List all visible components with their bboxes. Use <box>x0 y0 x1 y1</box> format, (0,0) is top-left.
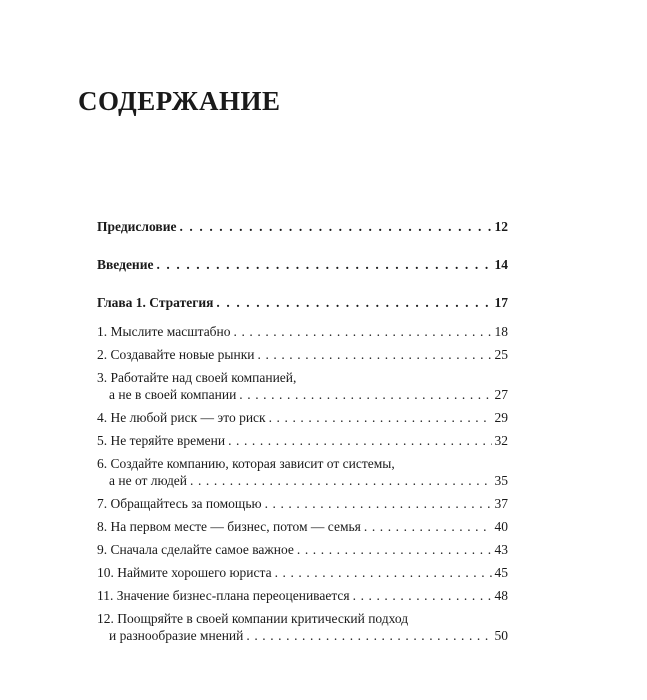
toc-page-number: 14 <box>494 257 508 272</box>
toc-page-number: 18 <box>494 324 508 339</box>
toc-item-title: 4. Не любой риск — это риск <box>97 410 266 425</box>
toc-item-line <box>97 495 508 512</box>
toc-page-number: 32 <box>494 433 508 448</box>
toc-item-title: 7. Обращайтесь за помощью <box>97 496 262 511</box>
toc-chapter[interactable] <box>97 294 508 311</box>
toc-item-title: 12. Поощряйте в своей компании критический подход <box>97 611 409 626</box>
toc-item-title: 8. На первом месте — бизнес, потом — семья <box>97 519 361 534</box>
dot-leader <box>353 587 492 604</box>
toc-item-line <box>97 564 508 581</box>
toc-item-line <box>97 323 508 340</box>
dot-leader <box>297 541 492 558</box>
toc-page-number: 35 <box>494 473 508 488</box>
toc-item-list <box>97 323 508 650</box>
toc-item-line <box>97 518 508 535</box>
dot-leader <box>239 386 491 403</box>
toc-page-number: 17 <box>494 295 508 310</box>
toc-item-title-continued: и разнообразие мнений <box>109 628 244 643</box>
dot-leader <box>246 627 491 644</box>
toc-item-line <box>97 472 508 489</box>
toc-page-number: 27 <box>494 387 508 402</box>
toc-item[interactable] <box>97 432 508 449</box>
dot-leader <box>234 323 492 340</box>
toc-item-title: 11. Значение бизнес-плана переоценивается <box>97 588 350 603</box>
toc-page-number: 45 <box>494 565 508 580</box>
toc-item-title-continued: а не в своей компании <box>109 387 237 402</box>
toc-item-title: 5. Не теряйте времени <box>97 433 226 448</box>
toc-item[interactable] <box>97 409 508 426</box>
toc-section[interactable] <box>97 256 508 273</box>
toc-item-title: 6. Создайте компанию, которая зависит от системы, <box>97 456 395 471</box>
toc-item[interactable] <box>97 587 508 604</box>
toc-chapter-title: Глава 1. Стратегия <box>97 295 214 310</box>
toc-page-number: 40 <box>494 519 508 534</box>
toc-page-number: 25 <box>494 347 508 362</box>
toc-page-number: 48 <box>494 588 508 603</box>
dot-leader <box>156 256 491 273</box>
toc-page-number: 50 <box>494 628 508 643</box>
toc-page-number: 12 <box>494 219 508 234</box>
toc-item-title: 2. Создавайте новые рынки <box>97 347 255 362</box>
toc-item-line <box>97 346 508 363</box>
toc-item[interactable] <box>97 610 508 644</box>
toc-item[interactable] <box>97 323 508 340</box>
toc-item[interactable] <box>97 541 508 558</box>
toc-section-title: Предисловие <box>97 219 177 234</box>
toc-item-line <box>97 610 508 627</box>
page-title: СОДЕРЖАНИЕ <box>78 86 281 116</box>
toc-section[interactable] <box>97 218 508 235</box>
toc-item-title: 1. Мыслите масштабно <box>97 324 231 339</box>
dot-leader <box>179 218 491 235</box>
toc-page-number: 43 <box>494 542 508 557</box>
toc-item-line <box>97 587 508 604</box>
toc-item-line <box>97 409 508 426</box>
toc-item-line <box>97 455 508 472</box>
dot-leader <box>258 346 492 363</box>
toc-section-title: Введение <box>97 257 154 272</box>
toc-item-line <box>97 386 508 403</box>
toc-item[interactable] <box>97 564 508 581</box>
toc-page-number: 37 <box>494 496 508 511</box>
toc-item-title: 10. Наймите хорошего юриста <box>97 565 272 580</box>
toc-item-title-continued: а не от людей <box>109 473 188 488</box>
dot-leader <box>190 472 491 489</box>
dot-leader <box>275 564 492 581</box>
dot-leader <box>228 432 491 449</box>
toc-item-line <box>97 541 508 558</box>
dot-leader <box>269 409 492 426</box>
toc-item-title: 3. Работайте над своей компанией, <box>97 370 297 385</box>
toc-item[interactable] <box>97 518 508 535</box>
toc-item-line <box>97 432 508 449</box>
toc-page-number: 29 <box>494 410 508 425</box>
dot-leader <box>216 294 491 311</box>
dot-leader <box>364 518 492 535</box>
toc-item[interactable] <box>97 455 508 489</box>
toc-item-line <box>97 627 508 644</box>
toc-item-line <box>97 369 508 386</box>
toc-item-title: 9. Сначала сделайте самое важное <box>97 542 294 557</box>
toc-item[interactable] <box>97 369 508 403</box>
dot-leader <box>265 495 492 512</box>
toc-item[interactable] <box>97 346 508 363</box>
toc-item[interactable] <box>97 495 508 512</box>
